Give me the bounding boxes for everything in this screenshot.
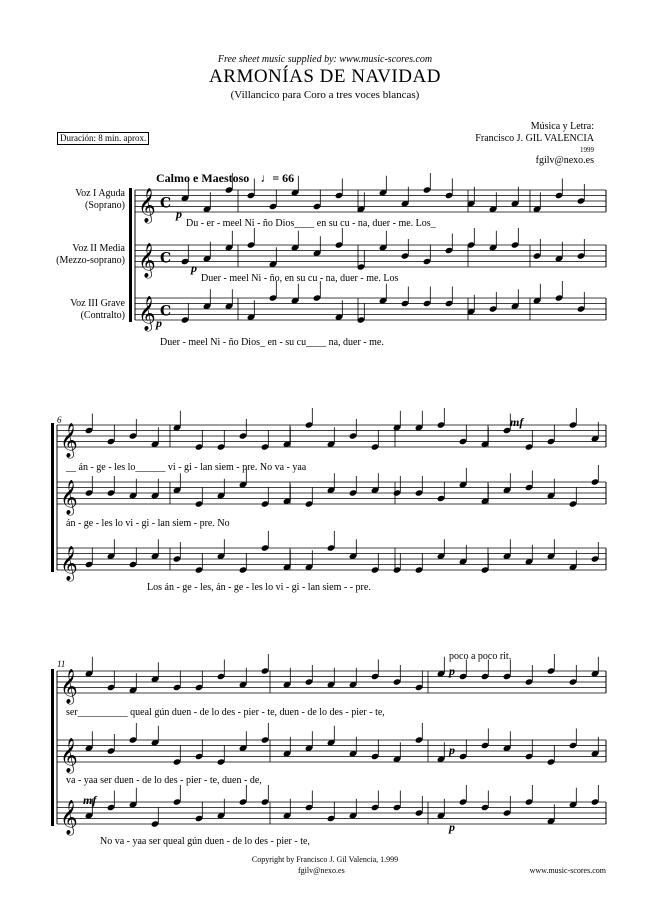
treble-clef-icon: 𝄞 [60,738,78,773]
dynamic-marking: p [449,743,455,757]
dynamic-marking: mf [83,793,97,807]
voice-label-2: Voz II Media (Mezzo-soprano) [56,243,125,266]
lyrics-voice2-system3: va - yaa ser duen - de lo des - pier - te, duen - de, [66,775,262,786]
lyrics-voice1-system2: __ án - ge - les lo______ vi - gi - lan siem - pre. No va - yaa [66,462,307,473]
dynamic-marking: p [176,207,182,221]
measure-number-6: 6 [57,415,62,425]
lyrics-voice3-system3: No va - yaa ser queal gún duen - de lo des - pier - te, [100,836,310,847]
duration-box: Duración: 8 min. aprox. [57,132,149,145]
treble-clef-icon: 𝄞 [60,423,78,458]
treble-clef-icon: 𝄞 [60,800,78,835]
measure-number-11: 11 [57,659,66,669]
dynamic-marking: p [156,316,162,330]
dynamic-marking: p [449,664,455,678]
treble-clef-icon: 𝄞 [138,188,156,223]
treble-clef-icon: 𝄞 [60,669,78,704]
piece-subtitle: (Villancico para Coro a tres voces blancas) [230,89,420,101]
system-bracket [51,669,54,826]
composer-name: Francisco J. GIL VALENCIA [475,133,594,144]
treble-clef-icon: 𝄞 [138,243,156,278]
tempo-text: Calmo e Maestoso [156,171,250,185]
dynamic-marking: mf [510,415,524,429]
dynamic-marking: p [191,261,197,275]
rit-expression: poco a poco rit. [449,651,512,662]
common-time-icon: C [160,303,172,320]
footer-website: www.music-scores.com [529,866,606,875]
lyrics-voice3-system1: Duer - meel Ni - ño Dios_ en - su cu____ na, duer - me. [160,337,384,348]
supplied-by-note: Free sheet music supplied by: www.music-scores.com [217,54,433,65]
composer-email: fgilv@nexo.es [535,155,594,166]
composition-year: 1999 [580,146,594,154]
tempo-bpm: = 66 [272,171,295,185]
footer-email: fgilv@nexo.es [298,866,345,875]
system-bracket [129,188,132,322]
treble-clef-icon: 𝄞 [60,546,78,581]
lyrics-voice2-system1: Duer - meel Ni - ño, en su cu - na, duer - me. Los [201,273,399,284]
dynamic-marking: p [449,820,455,834]
voice-label-1: Voz I Aguda (Soprano) [75,188,125,211]
credits-label: Música y Letra: [530,121,594,132]
voice-label-3: Voz III Grave (Contralto) [70,298,125,321]
treble-clef-icon: 𝄞 [138,296,156,331]
quarter-note-icon: ♩ [260,171,273,185]
lyrics-voice1-system1: Du - er - meel Ni - ño Dios____ en su cu - na, duer - me. Los_ [186,218,436,229]
lyrics-voice3-system2: Los án - ge - les, án - ge - les lo vi - gi - lan siem - - pre. [147,582,371,593]
footer-copyright: Copyright by Francisco J. Gil Valencia, 1.999 [251,855,399,864]
lyrics-voice1-system3: ser__________ queal gún duen - de lo des - pier - te, duen - de lo des - pier - te, [66,707,385,718]
lyrics-voice2-system2: án - ge - les lo vi - gi - lan siem - pre. No [66,518,230,529]
treble-clef-icon: 𝄞 [60,480,78,515]
system-bracket [51,423,54,572]
common-time-icon: C [160,250,172,267]
piece-title: ARMONÍAS DE NAVIDAD [209,66,441,87]
common-time-icon: C [160,195,172,212]
